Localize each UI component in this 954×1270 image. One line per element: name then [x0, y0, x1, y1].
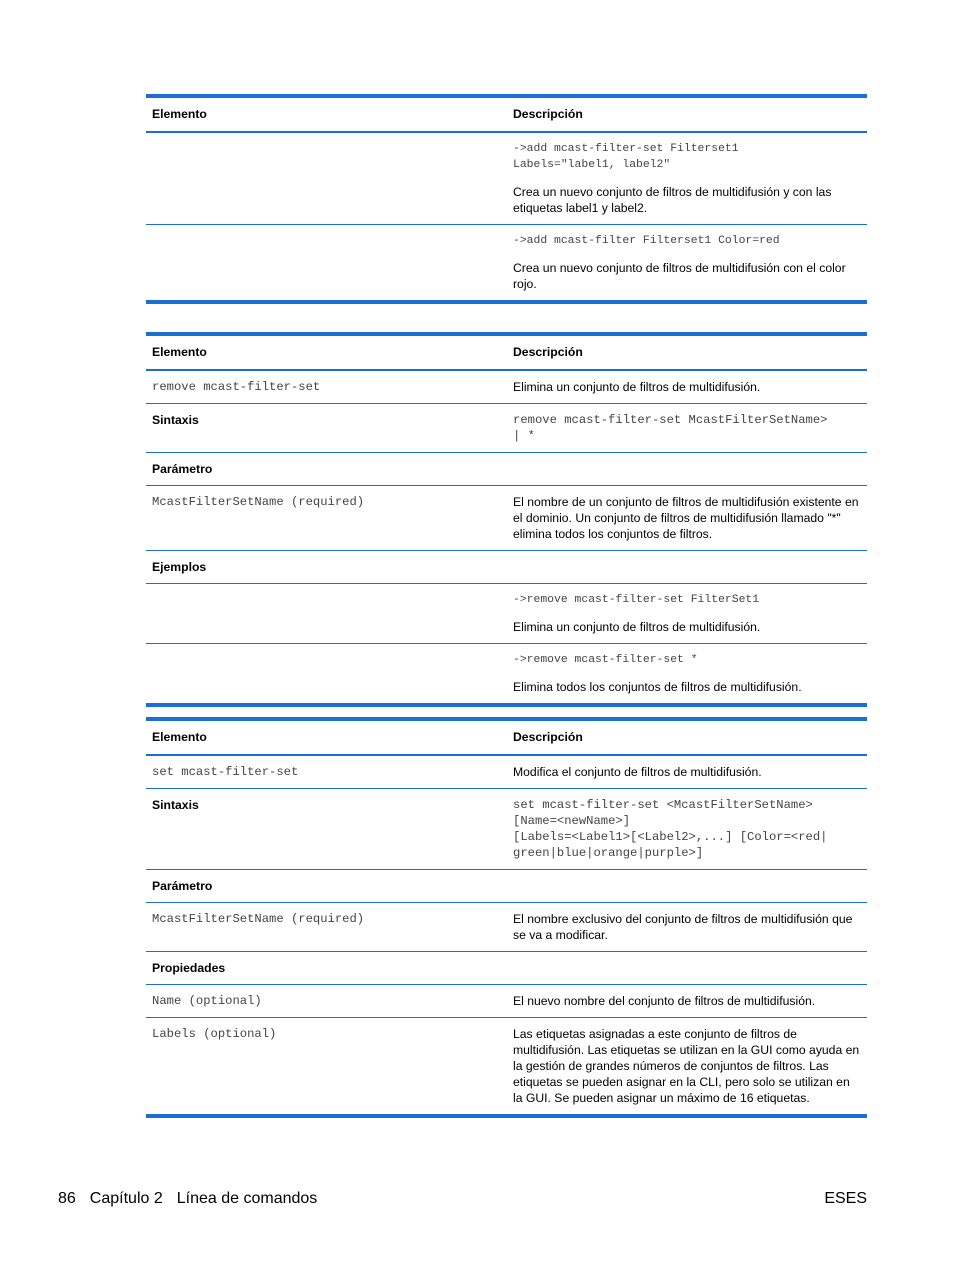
syntax-value: remove mcast-filter-set McastFilterSetName> | *	[507, 404, 867, 453]
parameter-name: McastFilterSetName (required)	[146, 903, 507, 952]
property-description: Las etiquetas asignadas a este conjunto de filtros de multidifusión. Las etiquetas se utilizan en la GUI como ayuda en la gestión de grandes números de conjuntos de filtros. Las etiquetas se pueden asignar en la CLI, pero solo se utilizan en la GUI. Se pueden asignar un máximo de 16 etiquetas.	[507, 1018, 867, 1117]
command-table-set-mcast-filter-set	[146, 717, 867, 1118]
example-description: Elimina todos los conjuntos de filtros de multidifusión.	[513, 680, 802, 694]
example-description: Elimina un conjunto de filtros de multidifusión.	[513, 620, 761, 634]
table-row	[146, 985, 867, 1018]
command-description: Modifica el conjunto de filtros de multidifusión.	[507, 755, 867, 789]
command-name: set mcast-filter-set	[146, 755, 507, 789]
row-label-propiedades: Propiedades	[146, 952, 507, 985]
example-command: ->remove mcast-filter-set *	[513, 654, 698, 666]
page-footer	[58, 1190, 867, 1208]
row-label-ejemplos: Ejemplos	[146, 551, 507, 584]
command-description: Elimina un conjunto de filtros de multidifusión.	[507, 370, 867, 404]
row-label-sintaxis: Sintaxis	[146, 404, 507, 453]
parameter-name: McastFilterSetName (required)	[146, 486, 507, 551]
element-cell	[146, 132, 507, 225]
chapter-label: Capítulo 2	[89, 1190, 163, 1207]
empty-cell	[507, 952, 867, 985]
table-row	[146, 755, 867, 789]
table-row	[146, 870, 867, 903]
empty-cell	[507, 551, 867, 584]
property-name: Name (optional)	[146, 985, 507, 1018]
column-header-descripcion: Descripción	[513, 730, 583, 744]
example-command: ->add mcast-filter Filterset1 Color=red	[513, 235, 780, 247]
element-cell	[146, 584, 507, 644]
description-cell	[507, 584, 867, 644]
example-description: Crea un nuevo conjunto de filtros de multidifusión con el color rojo.	[513, 261, 846, 291]
table-row	[146, 584, 867, 644]
row-label-sintaxis: Sintaxis	[146, 789, 507, 870]
empty-cell	[507, 870, 867, 903]
example-command: ->add mcast-filter-set Filterset1 Labels="label1, label2"	[513, 143, 739, 171]
table-row	[146, 952, 867, 985]
table-row	[146, 404, 867, 453]
table-row	[146, 789, 867, 870]
empty-cell	[507, 453, 867, 486]
page-number: 86	[58, 1190, 76, 1207]
column-header-descripcion: Descripción	[513, 107, 583, 121]
table-row	[146, 225, 867, 303]
element-cell	[146, 225, 507, 303]
example-description: Crea un nuevo conjunto de filtros de multidifusión y con las etiquetas label1 y label2.	[513, 185, 832, 215]
table-row	[146, 644, 867, 706]
command-table-add-examples	[146, 94, 867, 304]
example-command: ->remove mcast-filter-set FilterSet1	[513, 594, 760, 606]
footer-left	[58, 1190, 331, 1208]
table-row	[146, 453, 867, 486]
parameter-description: El nombre de un conjunto de filtros de multidifusión existente en el dominio. Un conjunto de filtros de multidifusión llamado "*" elimina todos los conjuntos de filtros.	[507, 486, 867, 551]
table-row	[146, 132, 867, 225]
table-row	[146, 486, 867, 551]
property-description: El nuevo nombre del conjunto de filtros de multidifusión.	[507, 985, 867, 1018]
description-cell	[507, 225, 867, 303]
column-header-elemento: Elemento	[152, 730, 207, 744]
locale-code: ESES	[824, 1190, 867, 1207]
property-name: Labels (optional)	[146, 1018, 507, 1117]
element-cell	[146, 644, 507, 706]
description-cell	[507, 644, 867, 706]
parameter-description: El nombre exclusivo del conjunto de filtros de multidifusión que se va a modificar.	[507, 903, 867, 952]
command-table-remove-mcast-filter-set	[146, 332, 867, 707]
column-header-descripcion: Descripción	[513, 345, 583, 359]
table-row	[146, 1018, 867, 1117]
syntax-value: set mcast-filter-set <McastFilterSetName> [Name=<newName>] [Labels=<Label1>[<Label2>,...] [Color=<red| green|blue|orange|purple>]	[507, 789, 867, 870]
table-row	[146, 551, 867, 584]
description-cell	[507, 132, 867, 225]
table-row	[146, 370, 867, 404]
row-label-parametro: Parámetro	[146, 453, 507, 486]
column-header-elemento: Elemento	[152, 107, 207, 121]
chapter-title: Línea de comandos	[176, 1190, 318, 1207]
column-header-elemento: Elemento	[152, 345, 207, 359]
row-label-parametro: Parámetro	[146, 870, 507, 903]
command-name: remove mcast-filter-set	[146, 370, 507, 404]
table-row	[146, 903, 867, 952]
